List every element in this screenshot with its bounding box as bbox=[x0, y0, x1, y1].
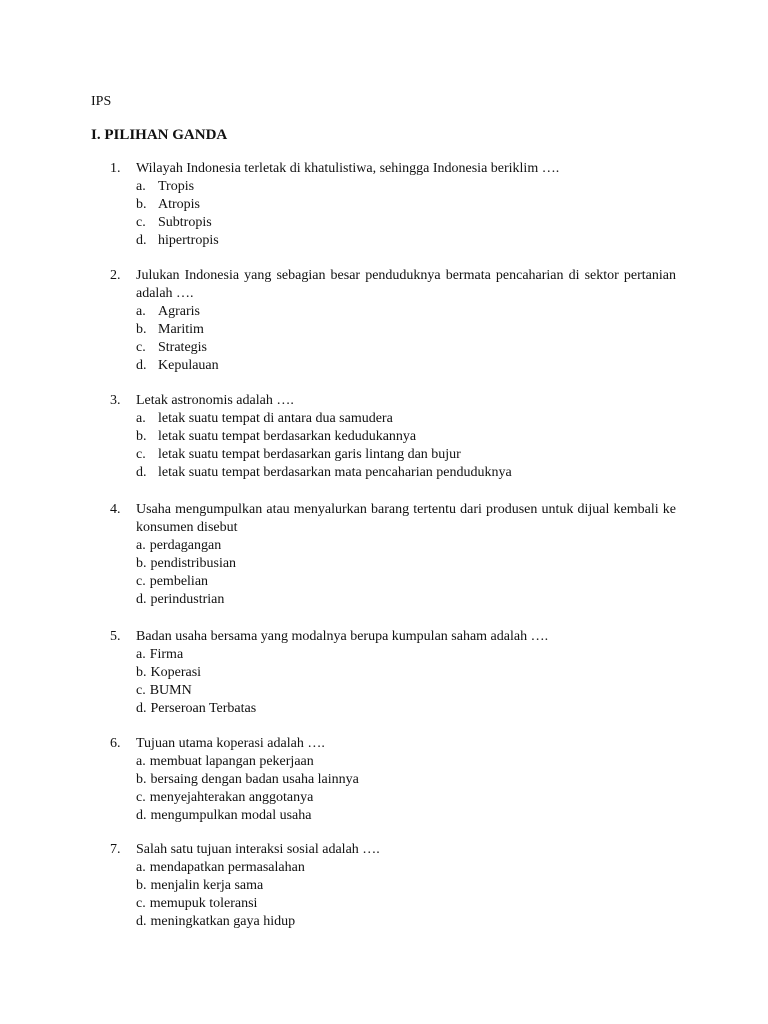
option-c bbox=[136, 446, 676, 464]
option-text: mendapatkan permasalahan bbox=[149, 860, 305, 875]
option-text: letak suatu tempat berdasarkan mata pencaharian penduduknya bbox=[158, 465, 512, 480]
option-b bbox=[136, 771, 676, 789]
option-text: membuat lapangan pekerjaan bbox=[149, 754, 314, 769]
option-text: menyejahterakan anggotanya bbox=[149, 790, 314, 805]
option-text: letak suatu tempat berdasarkan kedudukannya bbox=[158, 429, 417, 444]
option-text: mengumpulkan modal usaha bbox=[150, 808, 312, 823]
option-c bbox=[136, 895, 676, 913]
question-number: 5. bbox=[110, 629, 121, 644]
option-letter: c. bbox=[136, 340, 146, 355]
option-b bbox=[136, 428, 676, 446]
option-text: bersaing dengan badan usaha lainnya bbox=[150, 772, 359, 787]
option-text: perindustrian bbox=[150, 592, 225, 607]
option-text: Tropis bbox=[158, 179, 195, 194]
question-5 bbox=[110, 628, 676, 718]
question-number: 2. bbox=[110, 268, 121, 283]
option-text: Strategis bbox=[158, 340, 207, 355]
option-text: Maritim bbox=[158, 322, 204, 337]
question-text: Letak astronomis adalah …. bbox=[136, 393, 294, 408]
option-letter: c. bbox=[136, 896, 146, 911]
option-text: meningkatkan gaya hidup bbox=[150, 914, 296, 929]
option-text: pembelian bbox=[149, 574, 209, 589]
option-b bbox=[136, 196, 676, 214]
option-letter: d. bbox=[136, 358, 147, 373]
option-letter: d. bbox=[136, 914, 147, 929]
option-letter: b. bbox=[136, 556, 147, 571]
option-text: perdagangan bbox=[149, 538, 222, 553]
option-text: BUMN bbox=[149, 683, 192, 698]
question-number: 3. bbox=[110, 393, 121, 408]
option-letter: a. bbox=[136, 411, 146, 426]
question-text: Badan usaha bersama yang modalnya berupa kumpulan saham adalah …. bbox=[136, 629, 549, 644]
option-letter: d. bbox=[136, 592, 147, 607]
option-a bbox=[136, 646, 676, 664]
option-d bbox=[136, 591, 676, 609]
option-text: Subtropis bbox=[158, 215, 212, 230]
option-text: hipertropis bbox=[158, 233, 219, 248]
question-text: Tujuan utama koperasi adalah …. bbox=[136, 736, 325, 751]
question-text: Wilayah Indonesia terletak di khatulistiwa, sehingga Indonesia beriklim …. bbox=[136, 161, 560, 176]
question-2 bbox=[110, 267, 676, 375]
option-letter: b. bbox=[136, 197, 147, 212]
option-text: Kepulauan bbox=[158, 358, 219, 373]
option-letter: d. bbox=[136, 808, 147, 823]
option-text: Koperasi bbox=[150, 665, 202, 680]
question-number: 1. bbox=[110, 161, 121, 176]
option-d bbox=[136, 913, 676, 931]
question-1 bbox=[110, 160, 676, 250]
question-4 bbox=[110, 501, 676, 609]
option-letter: a. bbox=[136, 304, 146, 319]
option-text: letak suatu tempat berdasarkan garis lintang dan bujur bbox=[158, 447, 461, 462]
option-letter: d. bbox=[136, 465, 147, 480]
option-a bbox=[136, 303, 676, 321]
option-b bbox=[136, 321, 676, 339]
option-letter: c. bbox=[136, 790, 146, 805]
option-b bbox=[136, 555, 676, 573]
option-letter: b. bbox=[136, 429, 147, 444]
option-letter: c. bbox=[136, 447, 146, 462]
option-letter: b. bbox=[136, 772, 147, 787]
option-text: Agraris bbox=[158, 304, 200, 319]
option-d bbox=[136, 232, 676, 250]
option-letter: c. bbox=[136, 683, 146, 698]
option-letter: a. bbox=[136, 538, 146, 553]
question-6 bbox=[110, 735, 676, 825]
option-text: Firma bbox=[149, 647, 184, 662]
option-letter: b. bbox=[136, 322, 147, 337]
question-3 bbox=[110, 392, 676, 482]
question-text: Usaha mengumpulkan atau menyalurkan barang tertentu dari produsen untuk dijual kembali ke konsumen disebut bbox=[136, 502, 676, 535]
option-c bbox=[136, 682, 676, 700]
option-b bbox=[136, 664, 676, 682]
option-letter: d. bbox=[136, 701, 147, 716]
option-c bbox=[136, 339, 676, 357]
option-letter: a. bbox=[136, 179, 146, 194]
option-letter: a. bbox=[136, 860, 146, 875]
question-7 bbox=[110, 841, 676, 931]
question-text: Salah satu tujuan interaksi sosial adalah …. bbox=[136, 842, 380, 857]
option-a bbox=[136, 537, 676, 555]
option-d bbox=[136, 807, 676, 825]
option-letter: b. bbox=[136, 878, 147, 893]
option-letter: c. bbox=[136, 215, 146, 230]
option-d bbox=[136, 700, 676, 718]
option-c bbox=[136, 573, 676, 591]
option-a bbox=[136, 410, 676, 428]
option-a bbox=[136, 859, 676, 877]
option-text: letak suatu tempat di antara dua samudera bbox=[158, 411, 393, 426]
option-a bbox=[136, 753, 676, 771]
option-text: pendistribusian bbox=[150, 556, 237, 571]
option-d bbox=[136, 464, 676, 482]
option-d bbox=[136, 357, 676, 375]
option-letter: c. bbox=[136, 574, 146, 589]
option-text: Atropis bbox=[158, 197, 200, 212]
option-text: Perseroan Terbatas bbox=[150, 701, 257, 716]
question-number: 4. bbox=[110, 502, 121, 517]
option-letter: a. bbox=[136, 647, 146, 662]
option-letter: a. bbox=[136, 754, 146, 769]
option-text: memupuk toleransi bbox=[149, 896, 258, 911]
section-title: I. PILIHAN GANDA bbox=[91, 127, 228, 143]
option-c bbox=[136, 789, 676, 807]
subject-heading: IPS bbox=[91, 94, 112, 109]
option-a bbox=[136, 178, 676, 196]
option-c bbox=[136, 214, 676, 232]
question-number: 6. bbox=[110, 736, 121, 751]
option-text: menjalin kerja sama bbox=[150, 878, 264, 893]
option-letter: d. bbox=[136, 233, 147, 248]
question-text: Julukan Indonesia yang sebagian besar penduduknya bermata pencaharian di sektor pertanian adalah …. bbox=[136, 268, 676, 301]
question-number: 7. bbox=[110, 842, 121, 857]
option-b bbox=[136, 877, 676, 895]
option-letter: b. bbox=[136, 665, 147, 680]
